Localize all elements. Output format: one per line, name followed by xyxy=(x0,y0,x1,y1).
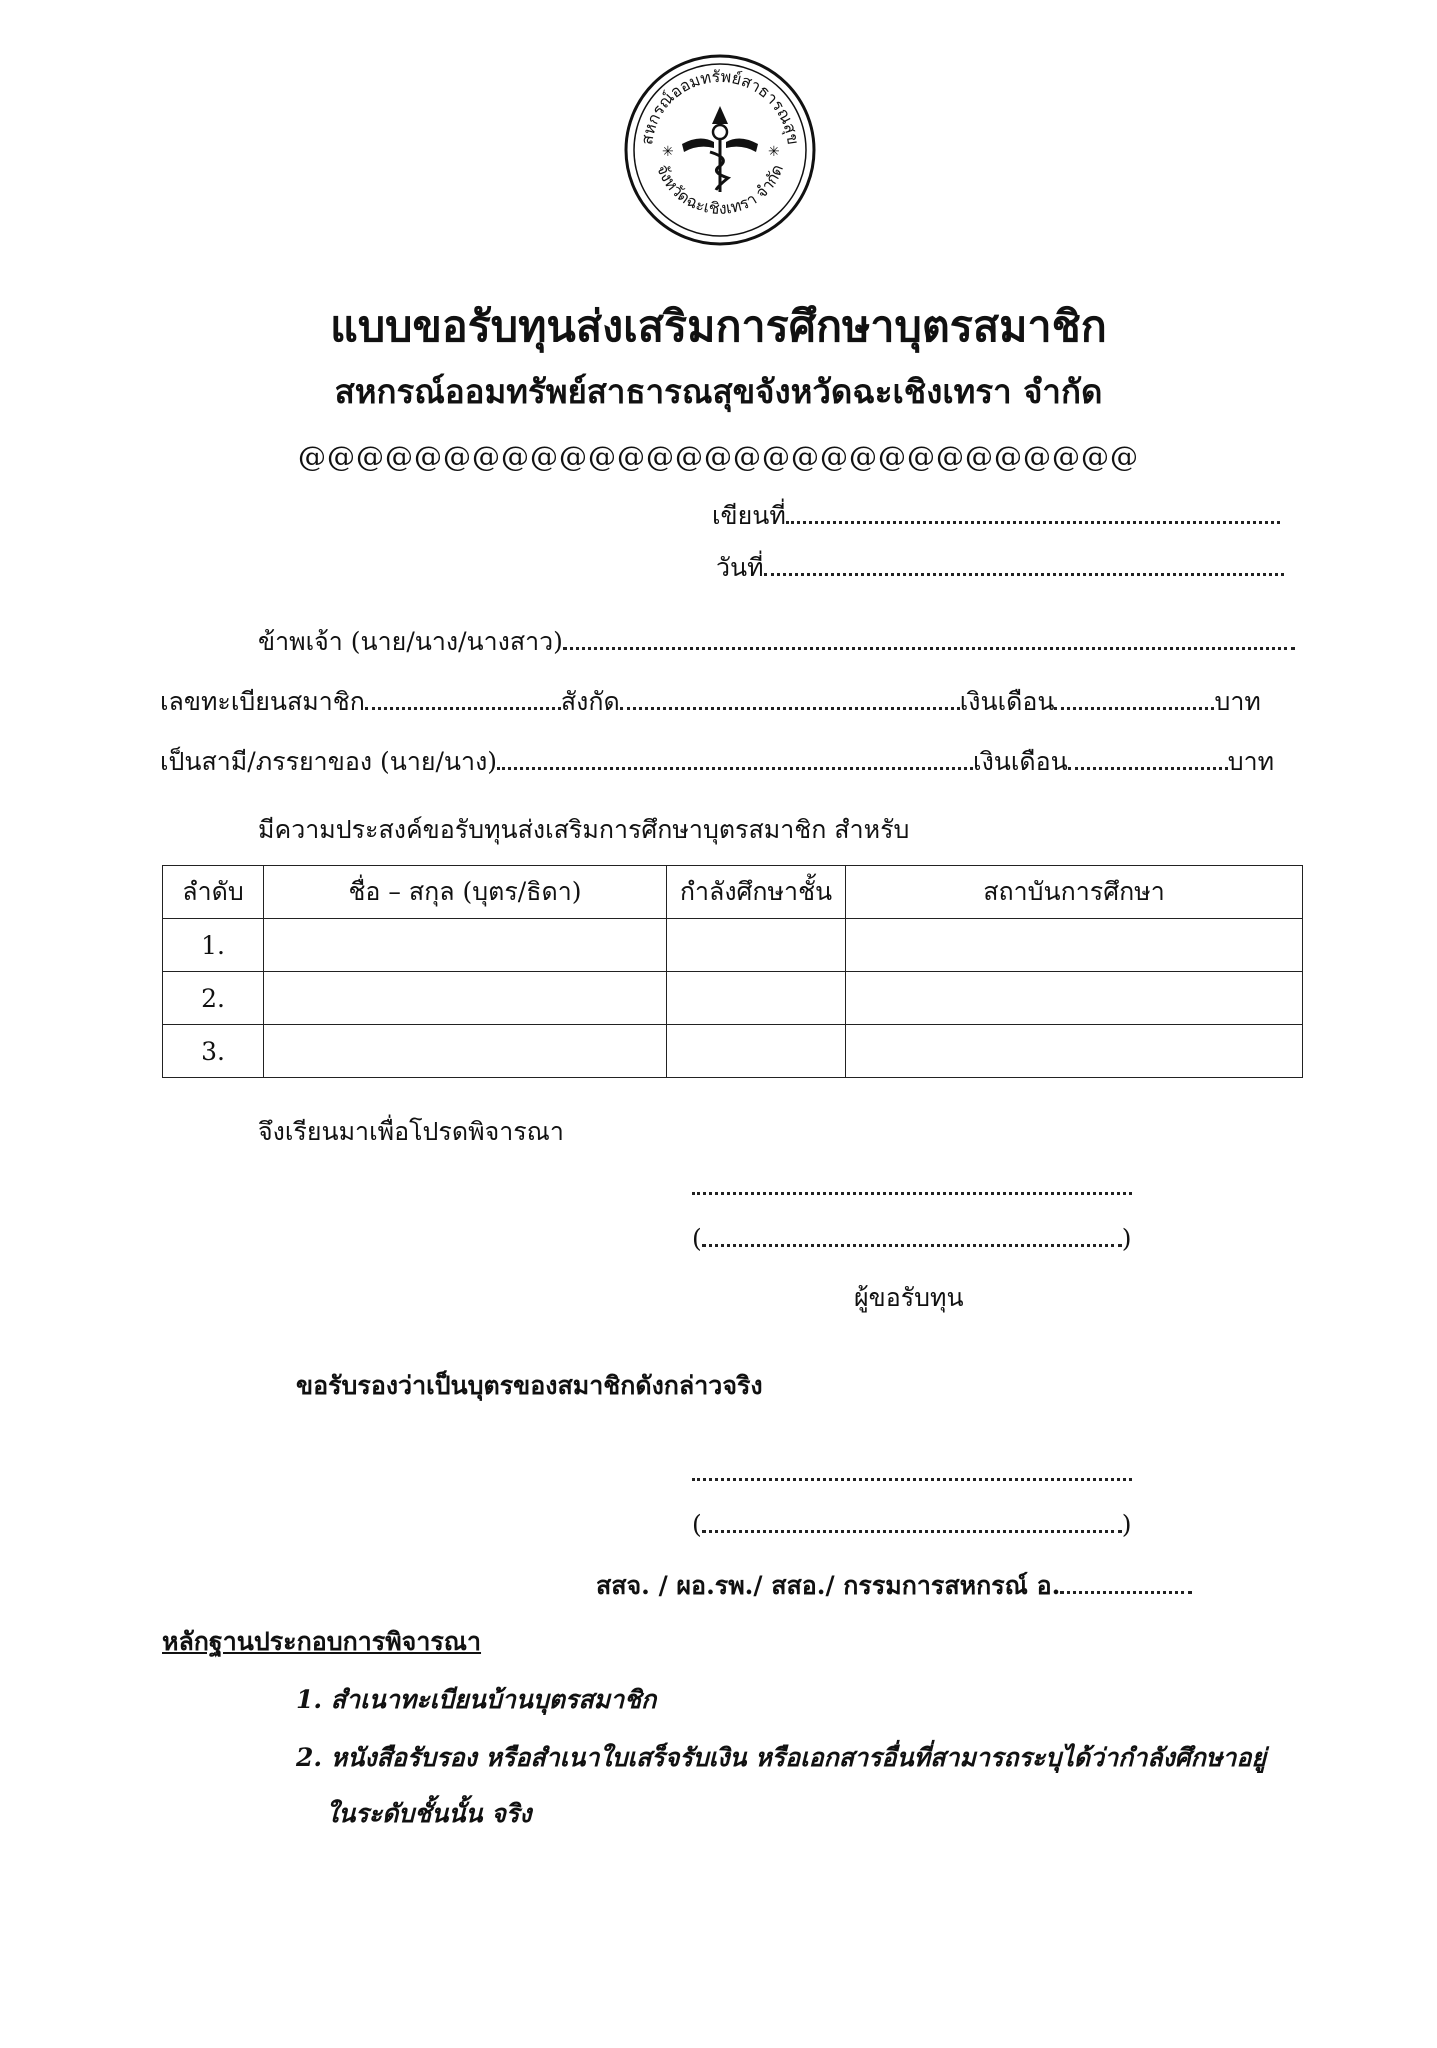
written-at-label: เขียนที่ xyxy=(712,501,786,530)
children-table xyxy=(162,865,1303,1078)
child-name-cell[interactable] xyxy=(264,1025,667,1078)
date-field[interactable] xyxy=(764,551,1284,576)
evidence-heading: หลักฐานประกอบการพิจารณา xyxy=(162,1627,482,1656)
applicant-row xyxy=(258,622,1295,662)
col-header-name: ชื่อ – สกุล (บุตร/ธิดา) xyxy=(264,866,667,919)
applicant-caption: ผู้ขอรับทุน xyxy=(854,1283,964,1312)
applicant-label: ข้าพเจ้า (นาย/นาง/นางสาว) xyxy=(258,627,563,656)
applicant-name-field[interactable] xyxy=(563,625,1295,650)
spouse-salary-label: เงินเดือน xyxy=(973,747,1068,776)
evidence-item-1: 1. สำเนาทะเบียนบ้านบุตรสมาชิก xyxy=(296,1685,657,1714)
certifier-row xyxy=(596,1566,1192,1606)
child-name-cell[interactable] xyxy=(264,919,667,972)
member-row xyxy=(160,682,1261,722)
seal-text-bottom: จังหวัดฉะเชิงเทรา จำกัด xyxy=(653,161,788,219)
date-label: วันที่ xyxy=(716,553,764,582)
salary-label: เงินเดือน xyxy=(959,687,1055,716)
purpose-text: มีความประสงค์ขอรับทุนส่งเสริมการศึกษาบุตรสมาชิก สำหรับ xyxy=(258,815,910,844)
certifier-caption: สสจ. / ผอ.รพ./ สสอ./ กรรมการสหกรณ์ อ. xyxy=(596,1571,1061,1600)
row-number: 2. xyxy=(163,972,264,1025)
written-at-row xyxy=(712,496,1280,536)
svg-text:✳: ✳ xyxy=(662,144,674,160)
applicant-printed-name-row xyxy=(692,1222,1132,1253)
table-header-row xyxy=(163,866,1303,919)
salary-field[interactable] xyxy=(1054,685,1214,710)
table-row xyxy=(163,919,1303,972)
certifier-printed-name-row xyxy=(692,1508,1132,1539)
affiliation-label: สังกัด xyxy=(560,687,620,716)
written-at-field[interactable] xyxy=(786,499,1280,524)
grade-cell[interactable] xyxy=(667,1025,846,1078)
seal-text-top: สหกรณ์ออมทรัพย์สาธารณสุข xyxy=(637,66,803,146)
grade-cell[interactable] xyxy=(667,919,846,972)
certifier-printed-name-field[interactable] xyxy=(702,1508,1122,1533)
row-number: 3. xyxy=(163,1025,264,1078)
form-subtitle: สหกรณ์ออมทรัพย์สาธารณสุขจังหวัดฉะเชิงเทรา จำกัด xyxy=(334,372,1103,411)
evidence-item-2: 2. หนังสือรับรอง หรือสำเนาใบเสร็จรับเงิน หรือเอกสารอื่นที่สามารถระบุได้ว่ากำลังศึกษาอยู่ xyxy=(296,1743,1266,1772)
paren-close: ) xyxy=(1121,1510,1132,1539)
svg-text:✳: ✳ xyxy=(768,144,780,160)
institution-cell[interactable] xyxy=(846,1025,1303,1078)
col-header-institution: สถาบันการศึกษา xyxy=(846,866,1303,919)
member-no-label: เลขทะเบียนสมาชิก xyxy=(160,687,365,716)
spouse-row xyxy=(160,742,1274,782)
certifier-signature-row xyxy=(692,1456,1132,1487)
separator-line: @@@@@@@@@@@@@@@@@@@@@@@@@@@@@ xyxy=(298,440,1139,473)
applicant-printed-name-field[interactable] xyxy=(702,1222,1122,1247)
spouse-baht-label: บาท xyxy=(1227,747,1275,776)
form-title: แบบขอรับทุนส่งเสริมการศึกษาบุตรสมาชิก xyxy=(330,302,1107,352)
grade-cell[interactable] xyxy=(667,972,846,1025)
applicant-signature-row xyxy=(692,1170,1132,1201)
certify-text: ขอรับรองว่าเป็นบุตรของสมาชิกดังกล่าวจริง xyxy=(296,1371,763,1400)
evidence-item-2-continued: ในระดับชั้นนั้น จริง xyxy=(326,1799,532,1828)
paren-close: ) xyxy=(1121,1224,1132,1253)
spouse-name-field[interactable] xyxy=(497,745,973,770)
cooperative-seal xyxy=(622,52,818,248)
district-field[interactable] xyxy=(1060,1569,1192,1594)
member-no-field[interactable] xyxy=(365,685,561,710)
row-number: 1. xyxy=(163,919,264,972)
baht-label: บาท xyxy=(1214,687,1261,716)
institution-cell[interactable] xyxy=(846,919,1303,972)
col-header-grade: กำลังศึกษาชั้น xyxy=(667,866,846,919)
applicant-signature-field[interactable] xyxy=(692,1170,1132,1195)
closing-text: จึงเรียนมาเพื่อโปรดพิจารณา xyxy=(258,1117,564,1146)
institution-cell[interactable] xyxy=(846,972,1303,1025)
affiliation-field[interactable] xyxy=(620,685,960,710)
spouse-salary-field[interactable] xyxy=(1068,745,1228,770)
spouse-label: เป็นสามี/ภรรยาของ (นาย/นาง) xyxy=(160,747,498,776)
paren-open: ( xyxy=(692,1510,702,1539)
table-row xyxy=(163,1025,1303,1078)
date-row xyxy=(716,548,1284,588)
col-header-order: ลำดับ xyxy=(163,866,264,919)
paren-open: ( xyxy=(692,1224,702,1253)
certifier-signature-field[interactable] xyxy=(692,1456,1132,1481)
child-name-cell[interactable] xyxy=(264,972,667,1025)
table-row xyxy=(163,972,1303,1025)
